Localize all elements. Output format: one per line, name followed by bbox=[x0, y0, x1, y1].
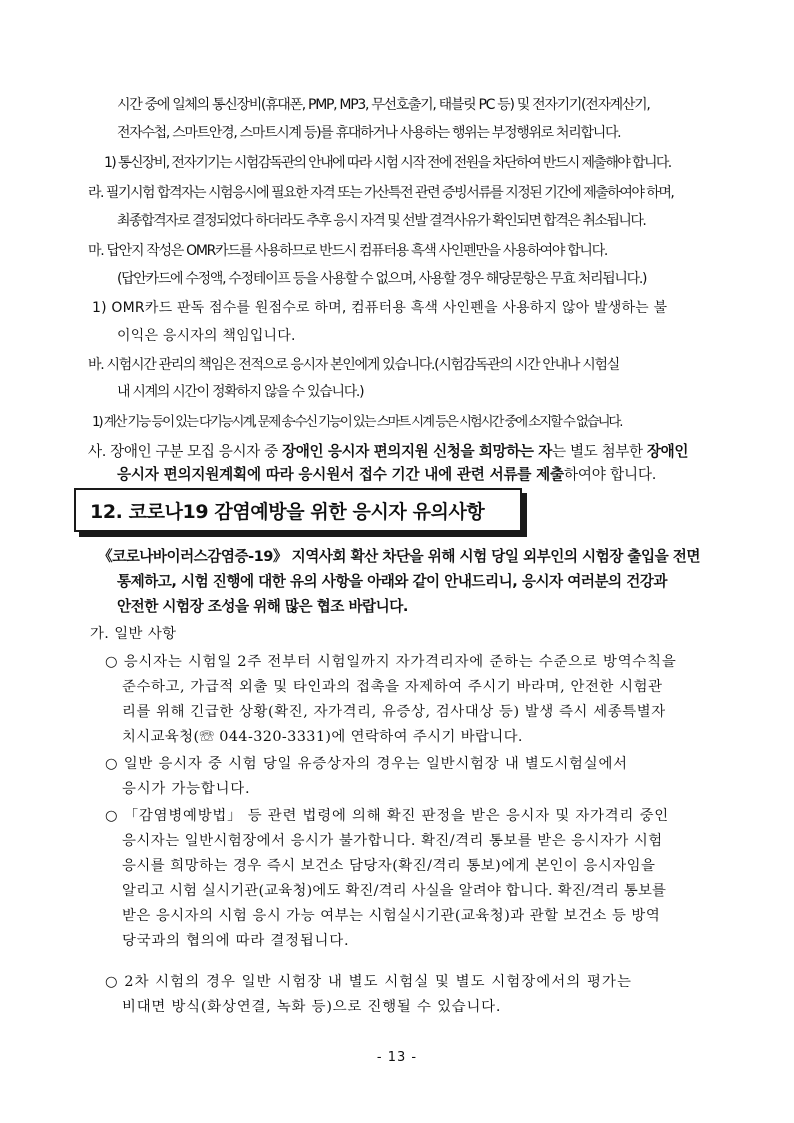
item-sa-line bbox=[88, 440, 688, 461]
item-ma-line: 마. 답안지 작성은 OMR카드를 사용하므로 반드시 컴퓨터용 흑색 사인펜만을 사용하여야 합니다. bbox=[88, 243, 608, 259]
bullet-line: 알리고 시험 실시기관(교육청)에도 확진/격리 사실을 알려야 합니다. 확진/격리 통보를 bbox=[122, 883, 667, 899]
bullet-line: 비대면 방식(화상연결, 녹화 등)으로 진행될 수 있습니다. bbox=[122, 999, 502, 1015]
paragraph-line: 1) 통신장비, 전자기기는 시험감독관의 안내에 따라 시험 시작 전에 전원을 차단하여 반드시 제출해야 합니다. bbox=[104, 155, 671, 171]
item-ma-sub-line: 1) OMR카드 판독 점수를 원점수로 하며, 컴퓨터용 흑색 사인펜을 사용하지 않아 발생하는 불 bbox=[92, 300, 668, 316]
item-sa-bold-text: 장애인 응시자 편의지원 신청을 희망하는 자 bbox=[282, 443, 553, 460]
item-ra-line: 라. 필기시험 합격자는 시험응시에 필요한 자격 또는 가산특전 관련 증빙서류를 지정된 기간에 제출하여야 하며, bbox=[88, 185, 674, 201]
notice-line: 《코로나바이러스감염증-19》 지역사회 확산 차단을 위해 시험 당일 외부인의 시험장 출입을 전면 bbox=[98, 548, 700, 565]
bullet-line: 준수하고, 가급적 외출 및 타인과의 접촉을 자제하여 주시기 바라며, 안전한 시험관 bbox=[122, 679, 663, 695]
notice-line: 안전한 시험장 조성을 위해 많은 협조 바랍니다. bbox=[117, 598, 408, 615]
bullet-line: 리를 위해 긴급한 상황(확진, 자가격리, 유증상, 검사대상 등) 발생 즉시 세종특별자 bbox=[122, 704, 666, 720]
item-sa-bold-text: 장애인 bbox=[646, 443, 689, 460]
page-number: - 13 - bbox=[376, 1050, 418, 1065]
item-ra-line: 최종합격자로 결정되었다 하더라도 추후 응시 자격 및 선발 결격사유가 확인되면 합격은 취소됩니다. bbox=[117, 213, 646, 229]
item-ma-line: (답안카드에 수정액, 수정테이프 등을 사용할 수 없으며, 사용할 경우 해당문항은 무효 처리됩니다.) bbox=[117, 271, 647, 287]
notice-line: 통제하고, 시험 진행에 대한 유의 사항을 아래와 같이 안내드리니, 응시자 여러분의 건강과 bbox=[117, 573, 667, 590]
bullet-line: 응시를 희망하는 경우 즉시 보건소 담당자(확진/격리 통보)에게 본인이 응시자임을 bbox=[122, 858, 656, 874]
bullet-line: 응시자는 일반시험장에서 응시가 불가합니다. 확진/격리 통보를 받은 응시자가 시험 bbox=[122, 833, 663, 849]
item-sa-text: 는 별도 첨부한 bbox=[552, 443, 647, 460]
bullet-line: ○ 「감염병예방법」 등 관련 법령에 의해 확진 판정을 받은 응시자 및 자가격리 중인 bbox=[105, 808, 669, 824]
bullet-line: 치시교육청(☏ 044-320-3331)에 연락하여 주시기 바랍니다. bbox=[122, 729, 523, 745]
section-heading-box bbox=[74, 488, 522, 532]
item-sa-bold-text: 응시자 편의지원계획에 따라 응시원서 접수 기간 내에 관련 서류를 제출 bbox=[117, 466, 564, 483]
bullet-line: 당국과의 협의에 따라 결정됩니다. bbox=[122, 933, 350, 949]
item-sa-line bbox=[117, 463, 656, 484]
item-ma-sub-line: 이익은 응시자의 책임입니다. bbox=[117, 328, 296, 344]
item-ba-line: 내 시계의 시간이 정확하지 않을 수 있습니다.) bbox=[117, 384, 364, 400]
paragraph-line: 전자수첩, 스마트안경, 스마트시계 등)를 휴대하거나 사용하는 행위는 부정행위로 처리합니다. bbox=[117, 125, 621, 141]
bullet-line: ○ 응시자는 시험일 2주 전부터 시험일까지 자가격리자에 준하는 수준으로 방역수칙을 bbox=[105, 654, 677, 670]
subheading: 가. 일반 사항 bbox=[90, 626, 177, 642]
section-heading: 12. 코로나19 감염예방을 위한 응시자 유의사항 bbox=[90, 501, 485, 523]
bullet-line: ○ 일반 응시자 중 시험 당일 유증상자의 경우는 일반시험장 내 별도시험실에서 bbox=[105, 756, 628, 772]
bullet-line: ○ 2차 시험의 경우 일반 시험장 내 별도 시험실 및 별도 시험장에서의 평가는 bbox=[105, 974, 633, 990]
item-ba-sub-line: 1) 계산 기능 등이 있는 다기능시계, 문제 송·수신 기능이 있는 스마트 시계 등은 시험시간 중에 소지할 수 없습니다. bbox=[92, 415, 622, 430]
item-ba-line: 바. 시험시간 관리의 책임은 전적으로 응시자 본인에게 있습니다.(시험감독관의 시간 안내나 시험실 bbox=[88, 357, 619, 373]
paragraph-line: 시간 중에 일체의 통신장비(휴대폰, PMP, MP3, 무선호출기, 태블릿 PC 등) 및 전자기기(전자계산기, bbox=[117, 97, 650, 113]
item-sa-text: 하여야 합니다. bbox=[563, 466, 657, 483]
bullet-line: 받은 응시자의 시험 응시 가능 여부는 시험실시기관(교육청)과 관할 보건소 등 방역 bbox=[122, 908, 661, 924]
bullet-line: 응시가 가능합니다. bbox=[122, 781, 251, 797]
item-sa-text: 사. 장애인 구분 모집 응시자 중 bbox=[88, 443, 283, 460]
